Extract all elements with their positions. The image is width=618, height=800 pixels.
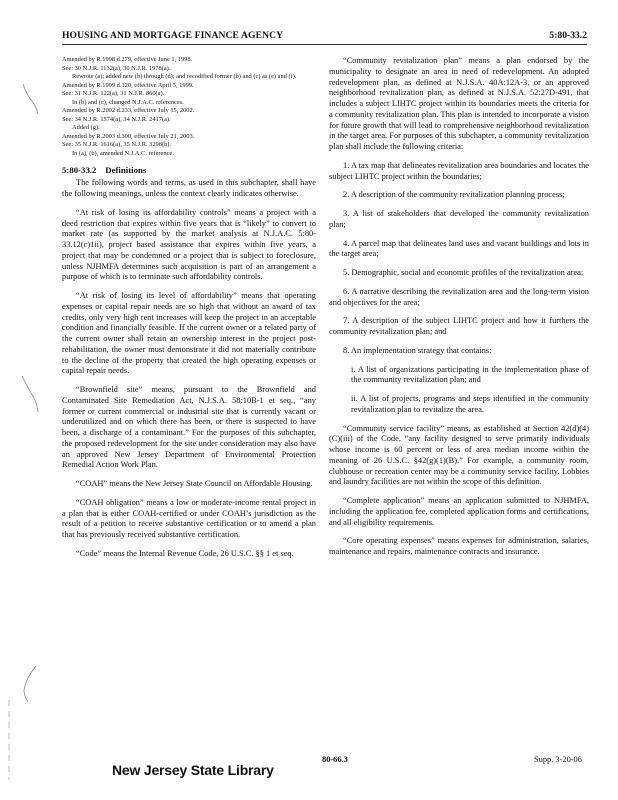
definition-paragraph: “COAH obligation” means a low or moderate-income rental project in a plan that is either COAH-certified or under COAH’s jurisdiction as the result of a petition to receive substantive certification or to amend a plan that has previously received substantive certification. <box>62 497 316 540</box>
criteria-item: 7. A description of the subject LIHTC project and how it furthers the community revitalization plan; and <box>329 316 589 336</box>
sub-criteria-text: ii. A list of projects, programs and steps identified in the community revitalization plan to revitalize the area. <box>351 394 589 414</box>
history-line: Added (g). <box>72 124 100 132</box>
definition-paragraph: “Brownfield site” means, pursuant to the Brownfield and Contaminated Site Remediation Act, N.J.S.A. 58:10B-1 et seq., “any former or current commercial or industrial site that is currently vacant or underutilized and on which there has been, or there is suspected to have been, a discharge of a contaminant.” For the purposes of this subchapter, the proposed redevelopment for the site under consideration may also have an approved New Jersey Department of Environmental Protection Remedial Action Work Plan. <box>62 385 316 470</box>
definition-paragraph: “Community service facility” means, as established at Section 42(d)(4)(C)(iii) of the Code, “any facility designed to serve primarily individuals whose income is 60 percent or less of area median income within the meaning of 26 U.S.C. §42(g)(1)(B).” For example, a community room, clubhouse or recreation center may be a community service facility. Lobbies and laundry facilities are not within the scope of this definition. <box>329 423 589 487</box>
section-heading: 5:80-33.2 Definitions <box>62 165 147 176</box>
history-line: Amended by R.2003 d.300, effective July 21, 2003. <box>62 132 195 140</box>
criteria-item: 1. A tax map that delineates revitalization area boundaries and locates the subject LIHTC project within the boundaries; <box>329 160 589 181</box>
history-line: In (b) and (c), changed N.J.A.C. references. <box>72 98 184 106</box>
criteria-item: 2. A description of the community revitalization planning process; <box>343 190 565 200</box>
history-line: Amended by R.1999 d.120, effective April 5, 1999. <box>62 81 194 89</box>
history-line: See: 31 N.J.R. 122(a), 31 N.J.R. 860(a). <box>62 90 165 98</box>
history-line: See: 35 N.J.R. 1616(a), 35 N.J.R. 3298(b). <box>62 141 171 149</box>
margin-mark <box>20 82 40 116</box>
criteria-item: 6. A narrative describing the revitalization area and the long-term vision and objectives for the area; <box>329 286 589 307</box>
criteria-item: 3. A list of stakeholders that developed the community revitalization plan; <box>329 209 589 229</box>
header-title: HOUSING AND MORTGAGE FINANCE AGENCY <box>62 30 284 41</box>
history-line: See: 30 N.J.R. 1132(a), 30 N.J.R. 1978(a). <box>62 64 171 72</box>
left-column <box>62 56 316 568</box>
page-number: 80-66.3 <box>322 755 348 764</box>
library-stamp: New Jersey State Library <box>112 762 274 778</box>
history-line: Amended by R.2002 d.233, effective July 15, 2002. <box>62 107 195 115</box>
history-line: Amended by R.1998 d.279, effective June 1, 1998. <box>62 56 193 63</box>
history-notes <box>62 56 316 158</box>
history-line: See: 34 N.J.R. 1574(a), 34 N.J.R. 2417(a). <box>62 115 171 123</box>
supplement-date: Supp. 3-20-06 <box>534 755 582 764</box>
definition-paragraph: “COAH” means the New Jersey State Council on Affordable Housing. <box>76 479 313 489</box>
criteria-item: 4. A parcel map that delineates land uses and vacant buildings and lots in the target area; <box>329 238 589 259</box>
definition-paragraph: “Core operating expenses” means expenses for administration, salaries, maintenance and repairs, maintenance contracts and insurance. <box>329 536 589 556</box>
definition-paragraph: “At risk of losing its level of affordability” means that operating expenses or capital repair needs are so high that without an award of tax credits, only very high rent increases will keep the project in an acceptable condition and financially feasible. If the current owner or a related party of the current owner shall retain an ownership interest in the project post-rehabilitation, the owner must demonstrate it did not materially contribute to the decline of the property that created the high operating expenses or capital repair needs. <box>62 291 316 376</box>
right-column <box>329 56 589 566</box>
margin-mark <box>18 374 40 414</box>
running-header <box>62 30 587 45</box>
history-line: Rewrote (a); added new (b) through (d); and recodified former (b) and (c) as (e) and (f). <box>72 73 297 81</box>
definition-paragraph: “Community revitalization plan” means a plan endorsed by the municipality to designate an area in need of redevelopment. An adopted redevelopment plan, as defined at N.J.S.A. 40A:12A-3, or an approved neighborhood revitalization plan, as defined at N.J.S.A. 52:27D-491, that includes a subject LIHTC project within its boundaries meets the criteria for a community revitalization plan. This plan is intended to incorporate a vision for future growth that will lead to comprehensive neighborhood revitalization in the target area. For purposes of this subchapter, a community revitalization plan shall include the following criteria: <box>329 56 589 151</box>
definition-paragraph: “Complete application” means an application submitted to NJHMFA, including the application fee, completed application forms and certifications, and all eligibility requirements. <box>329 496 589 527</box>
definition-paragraph: The following words and terms, as used in this subchapter, shall have the following meanings, unless the context clearly indicates otherwise. <box>62 178 316 199</box>
definition-paragraph: “At risk of losing its affordability controls” means a project with a deed restriction that expires within five years that is “likely” to convert to market rate (as supported by the market analysis at N.J.A.C. 5:80-33.12(c)1ii), project based assistance that expires within five years, a project that may be condemned or a project that is subject to foreclosure, unless NJHMFA determines such acquisition is part of an arrangement a purpose of which is to terminate such affordability controls. <box>62 207 316 282</box>
criteria-item: 8. An implementation strategy that contains: <box>343 345 492 355</box>
margin-mark <box>18 664 40 704</box>
history-line: In (a), (b), amended N.J.A.C. reference. <box>72 149 174 157</box>
sub-criteria-item <box>329 394 589 416</box>
sub-criteria-text: i. A list of organizations participating in the implementation phase of the community revitalization plan; and <box>351 364 589 385</box>
criteria-item: 5. Demographic, social and economic profiles of the revitalization area; <box>343 268 584 277</box>
definition-paragraph: “Code” means the Internal Revenue Code, 26 U.S.C. §§ 1 et seq. <box>76 548 294 558</box>
sub-criteria-item <box>329 365 589 387</box>
header-section-number: 5:80-33.2 <box>549 30 587 41</box>
margin-mark <box>6 700 12 780</box>
